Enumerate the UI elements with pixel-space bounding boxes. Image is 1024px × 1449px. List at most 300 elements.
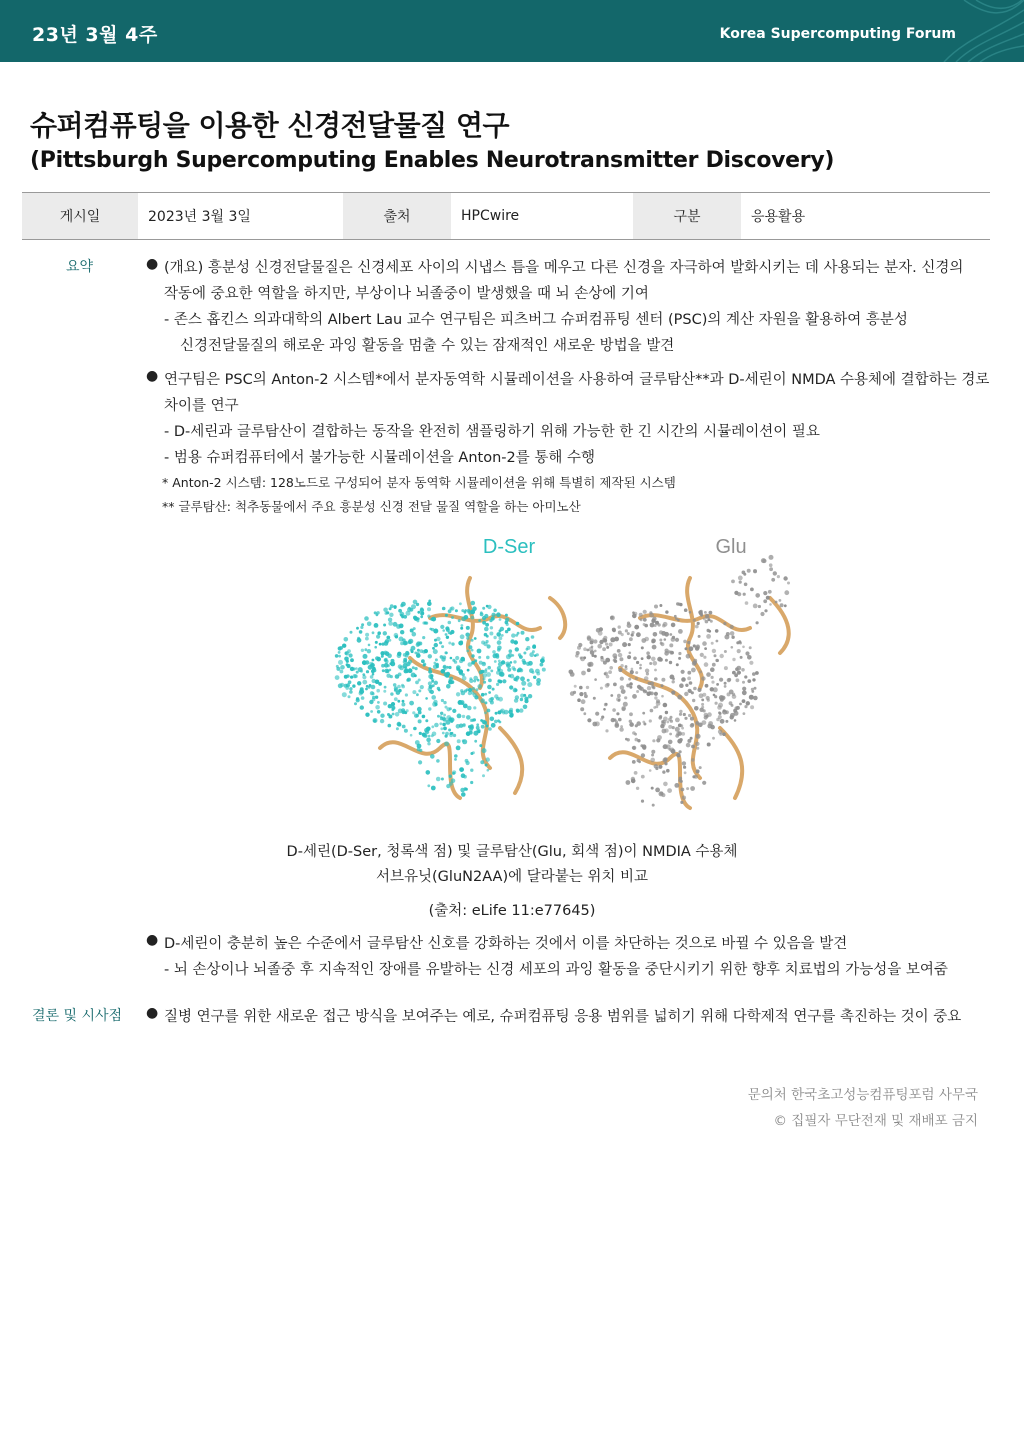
ligand-dot bbox=[348, 695, 351, 698]
ligand-dot bbox=[519, 655, 523, 659]
ligand-dot bbox=[431, 680, 434, 683]
ligand-dot bbox=[387, 653, 392, 658]
ligand-dot bbox=[649, 719, 652, 722]
ligand-dot bbox=[516, 709, 520, 713]
ligand-dot bbox=[614, 637, 619, 642]
ligand-dot bbox=[712, 737, 715, 740]
ligand-dot bbox=[746, 701, 750, 705]
ligand-dot bbox=[442, 732, 445, 735]
ligand-dot bbox=[670, 720, 673, 723]
source-value: HPCwire bbox=[461, 208, 520, 224]
ligand-dot bbox=[650, 623, 655, 628]
ligand-dot bbox=[457, 739, 461, 743]
conclusion-label: 결론 및 시사점 bbox=[32, 1008, 123, 1024]
ligand-dot bbox=[636, 787, 639, 790]
ligand-dot bbox=[484, 701, 487, 704]
ligand-dot bbox=[750, 705, 754, 709]
ligand-dot bbox=[496, 612, 501, 617]
ligand-dot bbox=[486, 725, 489, 728]
ligand-dot bbox=[723, 622, 726, 625]
ligand-dot bbox=[587, 635, 591, 639]
ligand-dot bbox=[487, 769, 490, 772]
ligand-dot bbox=[413, 727, 417, 731]
ligand-dot bbox=[630, 670, 634, 674]
ligand-dot bbox=[697, 622, 700, 625]
ligand-dot bbox=[450, 717, 455, 722]
ligand-dot bbox=[783, 576, 787, 580]
ligand-dot bbox=[702, 781, 706, 785]
ligand-dot bbox=[388, 621, 393, 626]
ligand-dot bbox=[468, 645, 472, 649]
ligand-dot bbox=[493, 636, 496, 639]
ligand-dot bbox=[740, 656, 743, 659]
ligand-dot bbox=[383, 624, 386, 627]
ligand-dot bbox=[394, 686, 398, 690]
ligand-dot bbox=[406, 679, 409, 682]
ligand-dot bbox=[701, 699, 704, 702]
ligand-dot bbox=[417, 649, 420, 652]
ligand-dot bbox=[780, 603, 784, 607]
ligand-dot bbox=[466, 715, 471, 720]
ligand-dot bbox=[632, 614, 637, 619]
ligand-dot bbox=[755, 671, 759, 675]
ligand-dot bbox=[507, 628, 511, 632]
ligand-dot bbox=[443, 701, 446, 704]
ligand-dot bbox=[644, 676, 649, 681]
ligand-dot bbox=[648, 682, 651, 685]
ligand-dot bbox=[536, 681, 540, 685]
ligand-dot bbox=[784, 604, 787, 607]
ligand-dot bbox=[639, 613, 643, 617]
ligand-dot bbox=[570, 691, 575, 696]
ligand-dot bbox=[631, 779, 636, 784]
ligand-dot bbox=[747, 655, 752, 660]
ligand-dot bbox=[473, 676, 478, 681]
ligand-dot bbox=[660, 642, 663, 645]
ligand-dot bbox=[619, 657, 623, 661]
ligand-dot bbox=[714, 695, 717, 698]
ligand-dot bbox=[779, 599, 782, 602]
ligand-dot bbox=[365, 713, 369, 717]
ligand-dot bbox=[499, 618, 502, 621]
ligand-dot bbox=[452, 772, 455, 775]
ligand-dot bbox=[533, 676, 536, 679]
ligand-dot bbox=[618, 699, 621, 702]
ligand-dot bbox=[745, 601, 749, 605]
ligand-dot bbox=[594, 678, 597, 681]
ligand-dot bbox=[365, 637, 369, 641]
ligand-dot bbox=[589, 647, 594, 652]
ligand-dot bbox=[360, 705, 364, 709]
ligand-dot bbox=[391, 659, 395, 663]
ligand-dot bbox=[679, 683, 684, 688]
ligand-dot bbox=[458, 701, 462, 705]
ligand-dot bbox=[342, 692, 347, 697]
ligand-dot bbox=[466, 626, 470, 630]
ligand-dot bbox=[459, 767, 464, 772]
ligand-dot bbox=[371, 692, 374, 695]
ligand-dot bbox=[430, 754, 435, 759]
ligand-dot bbox=[445, 626, 449, 630]
ligand-dot bbox=[352, 684, 355, 687]
ligand-dot bbox=[480, 719, 483, 722]
ligand-dot bbox=[499, 721, 502, 724]
ligand-dot bbox=[769, 567, 773, 571]
ligand-dot bbox=[388, 724, 392, 728]
ligand-dot bbox=[633, 657, 637, 661]
ligand-dot bbox=[340, 665, 345, 670]
ligand-dot bbox=[433, 664, 438, 669]
ligand-dot bbox=[383, 651, 387, 655]
ligand-dot bbox=[652, 645, 657, 650]
ligand-dot bbox=[375, 705, 380, 710]
ligand-dot bbox=[418, 679, 421, 682]
ligand-dot bbox=[494, 694, 498, 698]
ligand-dot bbox=[763, 599, 767, 603]
ligand-dot bbox=[481, 670, 485, 674]
ligand-dot bbox=[696, 734, 701, 739]
ligand-dot bbox=[357, 681, 361, 685]
ligand-dot bbox=[608, 670, 612, 674]
ligand-dot bbox=[376, 611, 379, 614]
ligand-dot bbox=[497, 648, 501, 652]
ligand-dot bbox=[742, 690, 747, 695]
ligand-dot bbox=[769, 555, 774, 560]
ligand-dot bbox=[449, 677, 453, 681]
ligand-dot bbox=[400, 614, 403, 617]
ligand-dot bbox=[501, 634, 504, 637]
ligand-dot bbox=[678, 652, 681, 655]
ligand-dot bbox=[360, 687, 364, 691]
summary-line: 연구팀은 PSC의 Anton-2 시스템*에서 분자동역학 시뮬레이션을 사용하여 글루탐산**과 D-세린이 NMDA 수용체에 결합하는 경로 bbox=[164, 372, 990, 388]
ligand-dot bbox=[367, 649, 371, 653]
ligand-dot bbox=[387, 664, 390, 667]
ligand-dot bbox=[472, 606, 477, 611]
ligand-dot bbox=[675, 638, 679, 642]
ligand-dot bbox=[751, 688, 754, 691]
ligand-dot bbox=[346, 683, 350, 687]
ligand-dot bbox=[686, 787, 689, 790]
ligand-dot bbox=[359, 691, 363, 695]
ligand-dot bbox=[771, 578, 775, 582]
ligand-dot bbox=[402, 700, 405, 703]
ligand-dot bbox=[632, 760, 636, 764]
ligand-dot bbox=[670, 748, 675, 753]
ligand-dot bbox=[691, 745, 695, 749]
ligand-dot bbox=[677, 739, 682, 744]
ligand-dot bbox=[372, 679, 376, 683]
ligand-dot bbox=[510, 661, 513, 664]
ligand-dot bbox=[490, 626, 493, 629]
ligand-dot bbox=[747, 569, 751, 573]
ligand-dot bbox=[489, 619, 492, 622]
ligand-dot bbox=[687, 739, 691, 743]
ligand-dot bbox=[515, 634, 518, 637]
ligand-dot bbox=[684, 717, 687, 720]
ligand-dot bbox=[632, 611, 635, 614]
ligand-dot bbox=[366, 670, 369, 673]
ligand-dot bbox=[636, 721, 641, 726]
ligand-dot bbox=[718, 715, 722, 719]
ligand-dot bbox=[587, 668, 591, 672]
ligand-dot bbox=[477, 649, 482, 654]
ligand-dot bbox=[509, 685, 513, 689]
ligand-dot bbox=[461, 792, 466, 797]
ligand-dot bbox=[353, 674, 357, 678]
ligand-dot bbox=[345, 652, 348, 655]
ligand-dot bbox=[726, 632, 730, 636]
ligand-dot bbox=[587, 718, 591, 722]
ligand-dot bbox=[401, 602, 406, 607]
ligand-dot bbox=[647, 686, 651, 690]
ligand-dot bbox=[773, 571, 777, 575]
ligand-dot bbox=[703, 618, 706, 621]
ligand-dot bbox=[387, 713, 390, 716]
ligand-dot bbox=[386, 636, 390, 640]
ligand-dot bbox=[356, 671, 359, 674]
ligand-dot bbox=[451, 616, 454, 619]
ligand-dot bbox=[473, 706, 476, 709]
ligand-dot bbox=[416, 653, 421, 658]
ligand-dot bbox=[671, 637, 676, 642]
ligand-dot bbox=[720, 719, 725, 724]
header-wave-decoration bbox=[904, 0, 1024, 62]
ligand-dot bbox=[775, 601, 778, 604]
ligand-dot bbox=[478, 656, 481, 659]
ligand-dot bbox=[671, 691, 675, 695]
ligand-dot bbox=[393, 683, 397, 687]
ligand-dot bbox=[701, 703, 704, 706]
ligand-dot bbox=[451, 680, 455, 684]
ligand-dot bbox=[417, 611, 420, 614]
ligand-dot bbox=[513, 668, 516, 671]
ligand-dot bbox=[373, 718, 378, 723]
ligand-dot bbox=[406, 611, 411, 616]
ligand-dot bbox=[371, 685, 376, 690]
ligand-dot bbox=[532, 671, 535, 674]
ligand-dot bbox=[612, 708, 616, 712]
ligand-dot bbox=[417, 748, 421, 752]
ligand-dot bbox=[659, 604, 662, 607]
ligand-dot bbox=[718, 730, 723, 735]
date-value: 2023년 3월 3일 bbox=[148, 209, 251, 225]
ligand-dot bbox=[718, 711, 721, 714]
ligand-dot bbox=[444, 668, 447, 671]
ligand-dot bbox=[384, 658, 387, 661]
ligand-dot bbox=[696, 747, 699, 750]
ligand-dot bbox=[362, 673, 365, 676]
ligand-dot bbox=[488, 679, 492, 683]
ligand-dot bbox=[659, 658, 663, 662]
ligand-dot bbox=[664, 638, 667, 641]
ligand-dot bbox=[684, 771, 687, 774]
ligand-dot bbox=[643, 618, 647, 622]
ligand-dot bbox=[522, 659, 526, 663]
ligand-dot bbox=[505, 662, 510, 667]
ligand-dot bbox=[614, 656, 617, 659]
ligand-dot bbox=[449, 732, 452, 735]
ligand-dot bbox=[488, 727, 492, 731]
ligand-dot bbox=[377, 710, 381, 714]
ligand-dot bbox=[612, 629, 616, 633]
ligand-dot bbox=[508, 674, 511, 677]
ligand-dot bbox=[490, 697, 494, 701]
ligand-dot bbox=[649, 662, 652, 665]
ligand-dot bbox=[363, 654, 368, 659]
ligand-dot bbox=[636, 632, 641, 637]
ligand-dot bbox=[616, 712, 619, 715]
ligand-dot bbox=[577, 698, 581, 702]
ligand-dot bbox=[440, 625, 444, 629]
ligand-dot bbox=[391, 702, 395, 706]
ligand-dot bbox=[654, 677, 658, 681]
ligand-dot bbox=[448, 642, 451, 645]
summary-line: 작동에 중요한 역할을 하지만, 부상이나 뇌졸중이 발생했을 때 뇌 손상에 기여 bbox=[164, 286, 649, 302]
binding-comparison-figure bbox=[320, 528, 810, 818]
ligand-dot bbox=[642, 712, 645, 715]
ligand-dot bbox=[415, 667, 418, 670]
ligand-dot bbox=[370, 710, 373, 713]
ligand-dot bbox=[426, 770, 431, 775]
ligand-dot bbox=[687, 671, 691, 675]
ligand-dot bbox=[480, 760, 484, 764]
ligand-dot bbox=[498, 662, 503, 667]
ligand-dot bbox=[662, 770, 665, 773]
ligand-dot bbox=[628, 643, 631, 646]
ligand-dot bbox=[502, 711, 505, 714]
ligand-dot bbox=[482, 662, 487, 667]
ligand-dot bbox=[702, 641, 707, 646]
ligand-dot bbox=[441, 645, 444, 648]
ligand-dot bbox=[641, 657, 644, 660]
ligand-dot bbox=[486, 757, 490, 761]
ligand-dot bbox=[412, 666, 415, 669]
ligand-dot bbox=[523, 652, 526, 655]
ligand-dot bbox=[375, 656, 379, 660]
ligand-dot bbox=[362, 680, 367, 685]
ligand-dot bbox=[397, 685, 401, 689]
ligand-dot bbox=[346, 674, 349, 677]
ligand-dot bbox=[404, 659, 407, 662]
ligand-dot bbox=[609, 643, 613, 647]
ligand-dot bbox=[389, 639, 392, 642]
ligand-dot bbox=[642, 721, 645, 724]
ligand-dot bbox=[681, 788, 685, 792]
ligand-dot bbox=[710, 687, 714, 691]
ligand-dot bbox=[693, 687, 697, 691]
ligand-dot bbox=[602, 647, 606, 651]
ligand-dot bbox=[609, 666, 613, 670]
ligand-dot bbox=[404, 641, 408, 645]
ligand-dot bbox=[464, 615, 469, 620]
ligand-dot bbox=[627, 632, 630, 635]
ligand-dot bbox=[406, 670, 409, 673]
ligand-dot bbox=[583, 647, 587, 651]
ligand-dot bbox=[384, 641, 389, 646]
ligand-dot bbox=[483, 642, 487, 646]
ligand-dot bbox=[440, 655, 444, 659]
ligand-dot bbox=[706, 715, 709, 718]
ligand-dot bbox=[402, 725, 406, 729]
ligand-dot bbox=[690, 717, 694, 721]
ligand-dot bbox=[340, 670, 344, 674]
ligand-dot bbox=[606, 646, 609, 649]
ligand-dot bbox=[390, 675, 393, 678]
ligand-dot bbox=[335, 654, 339, 658]
ligand-dot bbox=[669, 643, 673, 647]
ligand-dot bbox=[629, 720, 632, 723]
ligand-dot bbox=[502, 679, 506, 683]
ligand-dot bbox=[527, 682, 532, 687]
ligand-dot bbox=[436, 759, 440, 763]
ligand-dot bbox=[644, 637, 649, 642]
ligand-dot bbox=[737, 671, 741, 675]
ligand-dot bbox=[508, 653, 513, 658]
ligand-dot bbox=[580, 657, 585, 662]
ligand-dot bbox=[643, 689, 647, 693]
ligand-dot bbox=[368, 644, 371, 647]
ligand-dot bbox=[354, 702, 357, 705]
ligand-dot bbox=[476, 723, 479, 726]
ligand-dot bbox=[670, 651, 674, 655]
ligand-dot bbox=[631, 668, 634, 671]
ligand-dot bbox=[490, 717, 495, 722]
ligand-dot bbox=[461, 624, 464, 627]
ligand-dot bbox=[583, 712, 586, 715]
ligand-dot bbox=[336, 667, 340, 671]
ligand-dot bbox=[744, 675, 747, 678]
ligand-dot bbox=[777, 575, 780, 578]
ligand-dot bbox=[463, 775, 467, 779]
ligand-dot bbox=[380, 714, 384, 718]
ligand-dot bbox=[467, 669, 470, 672]
ligand-dot bbox=[704, 611, 707, 614]
ligand-dot bbox=[594, 650, 597, 653]
ligand-dot bbox=[739, 581, 742, 584]
ligand-dot bbox=[621, 706, 626, 711]
ligand-dot bbox=[365, 688, 368, 691]
ligand-dot bbox=[376, 635, 380, 639]
ligand-dot bbox=[428, 670, 432, 674]
ligand-dot bbox=[432, 702, 437, 707]
ligand-dot bbox=[705, 620, 709, 624]
ligand-dot bbox=[709, 611, 713, 615]
ligand-dot bbox=[695, 721, 699, 725]
ligand-dot bbox=[462, 715, 465, 718]
ligand-dot bbox=[606, 683, 609, 686]
ligand-dot bbox=[383, 631, 387, 635]
ligand-dot bbox=[505, 614, 508, 617]
ligand-dot bbox=[428, 687, 432, 691]
issue-week: 23년 3월 4주 bbox=[32, 24, 158, 46]
ligand-dot bbox=[742, 699, 746, 703]
ligand-dot bbox=[719, 678, 723, 682]
ligand-dot bbox=[464, 609, 467, 612]
ligand-dot bbox=[431, 786, 436, 791]
ligand-dot bbox=[665, 711, 668, 714]
ligand-dot bbox=[427, 742, 430, 745]
ligand-dot bbox=[624, 667, 627, 670]
ligand-dot bbox=[769, 563, 773, 567]
ligand-dot bbox=[639, 664, 642, 667]
ligand-dot bbox=[687, 641, 690, 644]
ligand-dot bbox=[395, 712, 400, 717]
ligand-dot bbox=[676, 663, 679, 666]
ligand-dot bbox=[482, 673, 487, 678]
ligand-dot bbox=[635, 738, 639, 742]
ligand-dot bbox=[440, 727, 443, 730]
ligand-dot bbox=[654, 605, 658, 609]
